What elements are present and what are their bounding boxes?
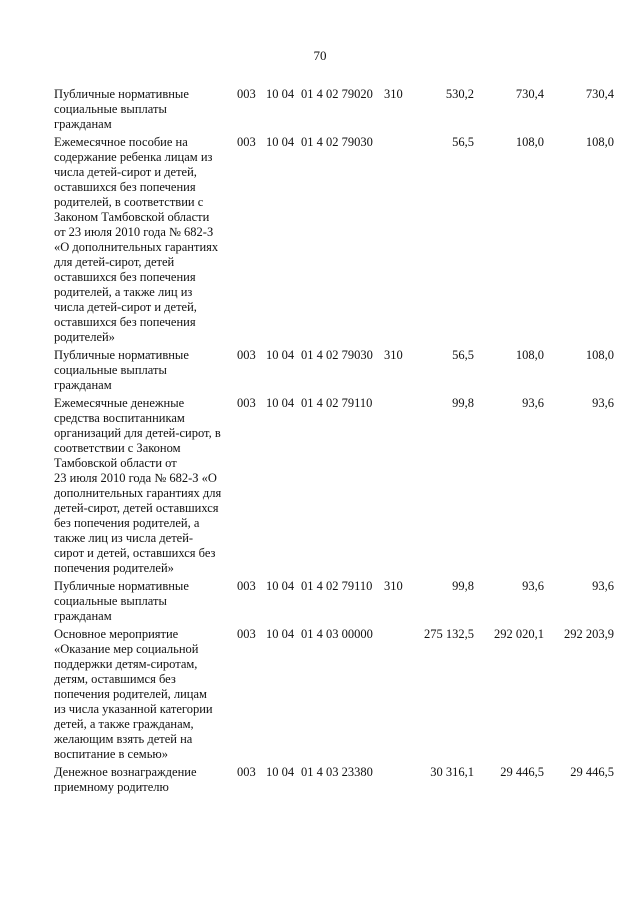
table-row bbox=[54, 627, 614, 762]
row-description: Ежемесячные денежные средства воспитанникам организаций для детей-сирот, в соответствии с Законом Тамбовской области от 23 июля 2010 года № 682-З «О дополнительных гарантиях для детей-сирот, детей оставшихся без попечения родителей, а также лиц из числа детей- сирот и детей, оставшихся без попечения родителей» bbox=[54, 396, 222, 575]
amount-col-1: 99,8 bbox=[452, 579, 474, 593]
expense-type-code: 310 bbox=[384, 348, 403, 362]
amount-col-2: 108,0 bbox=[515, 135, 544, 149]
amount-col-2: 292 020,1 bbox=[494, 627, 544, 641]
amount-col-3: 108,0 bbox=[585, 135, 614, 149]
table-row bbox=[54, 135, 614, 345]
amount-col-3: 108,0 bbox=[585, 348, 614, 362]
row-description: Ежемесячное пособие на содержание ребенка лицам из числа детей-сирот и детей, оставшихся без попечения родителей, в соответствии с Законом Тамбовской области от 23 июля 2010 года № 682-З «О дополнительных гарантиях для детей-сирот, детей оставшихся без попечения родителей, а также лиц из числа детей-сирот и детей, оставшихся без попечения родителей» bbox=[54, 135, 219, 344]
table-row bbox=[54, 579, 614, 624]
section-code: 10 04 bbox=[266, 396, 295, 410]
row-description: Основное мероприятие «Оказание мер социальной поддержки детям-сиротам, детям, оставшимся без попечения родителей, лицам из числа указанной категории детей, а также гражданам, желающим взять детей на воспитание в семью» bbox=[54, 627, 213, 761]
amount-col-3: 29 446,5 bbox=[570, 765, 614, 779]
ministry-code: 003 bbox=[237, 627, 256, 641]
ministry-code: 003 bbox=[237, 135, 256, 149]
article-code: 01 4 02 79020 bbox=[301, 87, 373, 101]
section-code: 10 04 bbox=[266, 348, 295, 362]
row-description: Публичные нормативные социальные выплаты гражданам bbox=[54, 87, 189, 131]
expense-type-code: 310 bbox=[384, 87, 403, 101]
row-description: Публичные нормативные социальные выплаты гражданам bbox=[54, 579, 189, 623]
amount-col-1: 30 316,1 bbox=[430, 765, 474, 779]
page-number: 70 bbox=[313, 48, 327, 63]
article-code: 01 4 03 23380 bbox=[301, 765, 373, 779]
amount-col-2: 730,4 bbox=[515, 87, 544, 101]
expense-type-code: 310 bbox=[384, 579, 403, 593]
ministry-code: 003 bbox=[237, 87, 256, 101]
amount-col-2: 29 446,5 bbox=[500, 765, 544, 779]
ministry-code: 003 bbox=[237, 579, 256, 593]
table-row bbox=[54, 765, 614, 795]
amount-col-3: 730,4 bbox=[585, 87, 614, 101]
ministry-code: 003 bbox=[237, 396, 256, 410]
ministry-code: 003 bbox=[237, 765, 256, 779]
table-row bbox=[54, 348, 614, 393]
amount-col-3: 292 203,9 bbox=[564, 627, 614, 641]
amount-col-3: 93,6 bbox=[592, 579, 614, 593]
amount-col-1: 275 132,5 bbox=[424, 627, 474, 641]
amount-col-1: 56,5 bbox=[452, 348, 474, 362]
article-code: 01 4 02 79110 bbox=[301, 396, 373, 410]
table-row bbox=[54, 396, 614, 576]
ministry-code: 003 bbox=[237, 348, 256, 362]
article-code: 01 4 02 79030 bbox=[301, 135, 373, 149]
section-code: 10 04 bbox=[266, 627, 295, 641]
amount-col-1: 99,8 bbox=[452, 396, 474, 410]
amount-col-2: 108,0 bbox=[515, 348, 544, 362]
row-description: Публичные нормативные социальные выплаты гражданам bbox=[54, 348, 189, 392]
section-code: 10 04 bbox=[266, 579, 295, 593]
row-description: Денежное вознаграждение приемному родителю bbox=[54, 765, 197, 794]
section-code: 10 04 bbox=[266, 135, 295, 149]
article-code: 01 4 02 79030 bbox=[301, 348, 373, 362]
article-code: 01 4 02 79110 bbox=[301, 579, 373, 593]
amount-col-3: 93,6 bbox=[592, 396, 614, 410]
section-code: 10 04 bbox=[266, 87, 295, 101]
amount-col-1: 56,5 bbox=[452, 135, 474, 149]
amount-col-2: 93,6 bbox=[522, 396, 544, 410]
amount-col-1: 530,2 bbox=[445, 87, 474, 101]
section-code: 10 04 bbox=[266, 765, 295, 779]
amount-col-2: 93,6 bbox=[522, 579, 544, 593]
budget-table bbox=[54, 87, 614, 798]
table-row bbox=[54, 87, 614, 132]
article-code: 01 4 03 00000 bbox=[301, 627, 373, 641]
